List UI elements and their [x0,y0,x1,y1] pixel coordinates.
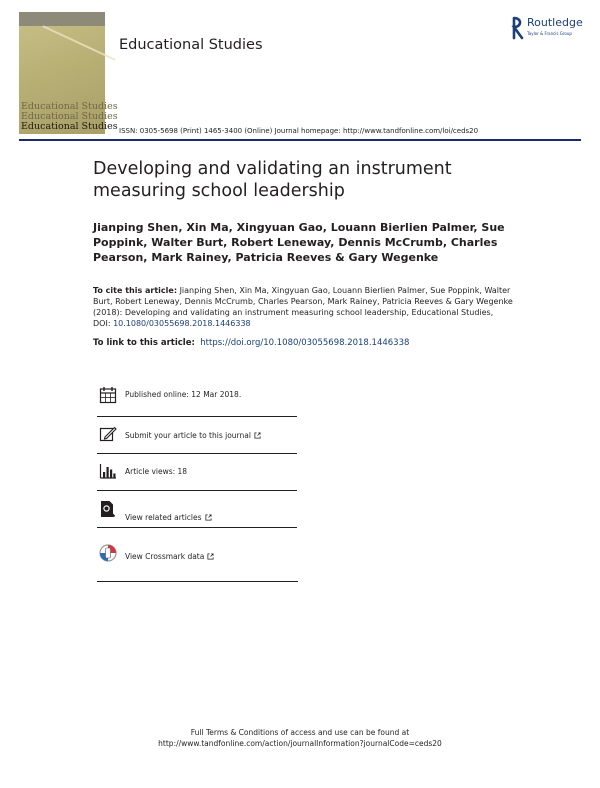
terms-text: Full Terms & Conditions of access and use can be found at [190,728,410,737]
submit-article-link[interactable] [125,431,261,440]
routledge-r-icon [512,16,524,40]
crossmark-row[interactable] [97,528,298,582]
related-articles-link[interactable] [125,513,212,522]
cover-title-line: Educational Studies [21,111,118,122]
terms-url[interactable]: http://www.tandfonline.com/action/journalInformation?journalCode=ceds20 [158,739,442,748]
link-label: To link to this article: [93,338,195,348]
journal-title: Educational Studies [119,37,263,53]
search-document-icon [99,500,117,518]
citation-text: Jianping Shen, Xin Ma, Xingyuan Gao, Louann Bierlien Palmer, Sue Poppink, Walter Burt, Robert Leneway, Dennis McCrumb, Charles Pearson, Mark Rainey, Patricia Reeves & Gary Wegenke (2018): Developing and validating an instrument measuring school leadership, Educational Studies, DOI: [93,286,513,328]
published-online-row [97,380,297,417]
crossmark-icon [99,544,117,562]
external-link-icon [205,514,212,521]
citation-label: To cite this article: [93,286,178,295]
article-link-line [93,338,409,348]
cover-title-line: Educational Studies [21,121,118,132]
bar-chart-icon [99,462,117,480]
cover-title-line: Educational Studies [21,101,118,112]
issn-line [119,127,478,135]
terms-footer [0,727,600,749]
cover-decoration [42,25,115,61]
journal-cover [19,12,118,134]
cover-band [19,12,105,26]
external-link-icon [254,432,261,439]
article-title: Developing and validating an instrument measuring school leadership [93,159,452,201]
doi-link[interactable]: 10.1080/03055698.2018.1446338 [113,319,251,328]
article-views-text: Article views: 18 [125,467,188,476]
article-doi-url[interactable]: https://doi.org/10.1080/03055698.2018.1446338 [200,338,410,348]
publisher-logo [512,14,588,44]
related-articles-text: View related articles [125,513,202,522]
edit-icon [99,425,117,443]
journal-homepage-link[interactable]: http://www.tandfonline.com/loi/ceds20 [342,127,479,135]
calendar-icon [99,386,117,404]
header-divider [19,139,581,141]
cover-title [21,101,118,132]
published-online-text: Published online: 12 Mar 2018. [125,390,242,399]
crossmark-text: View Crossmark data [125,552,205,561]
related-articles-row[interactable] [97,491,297,528]
publisher-name: Routledge [527,16,583,29]
citation-block [93,285,513,329]
author-list: Jianping Shen, Xin Ma, Xingyuan Gao, Louann Bierlien Palmer, Sue Poppink, Walter Burt, Robert Leneway, Dennis McCrumb, Charles Pearson, Mark Rainey, Patricia Reeves & Gary Wegenke [93,221,505,264]
issn-text: ISSN: 0305-5698 (Print) 1465-3400 (Online) Journal homepage: [119,127,343,135]
external-link-icon [207,553,214,560]
publisher-tagline: Taylor & Francis Group [527,31,572,36]
submit-article-row[interactable] [97,417,297,454]
crossmark-link[interactable] [125,552,214,561]
submit-article-text: Submit your article to this journal [125,431,251,440]
article-views-row [97,454,297,491]
